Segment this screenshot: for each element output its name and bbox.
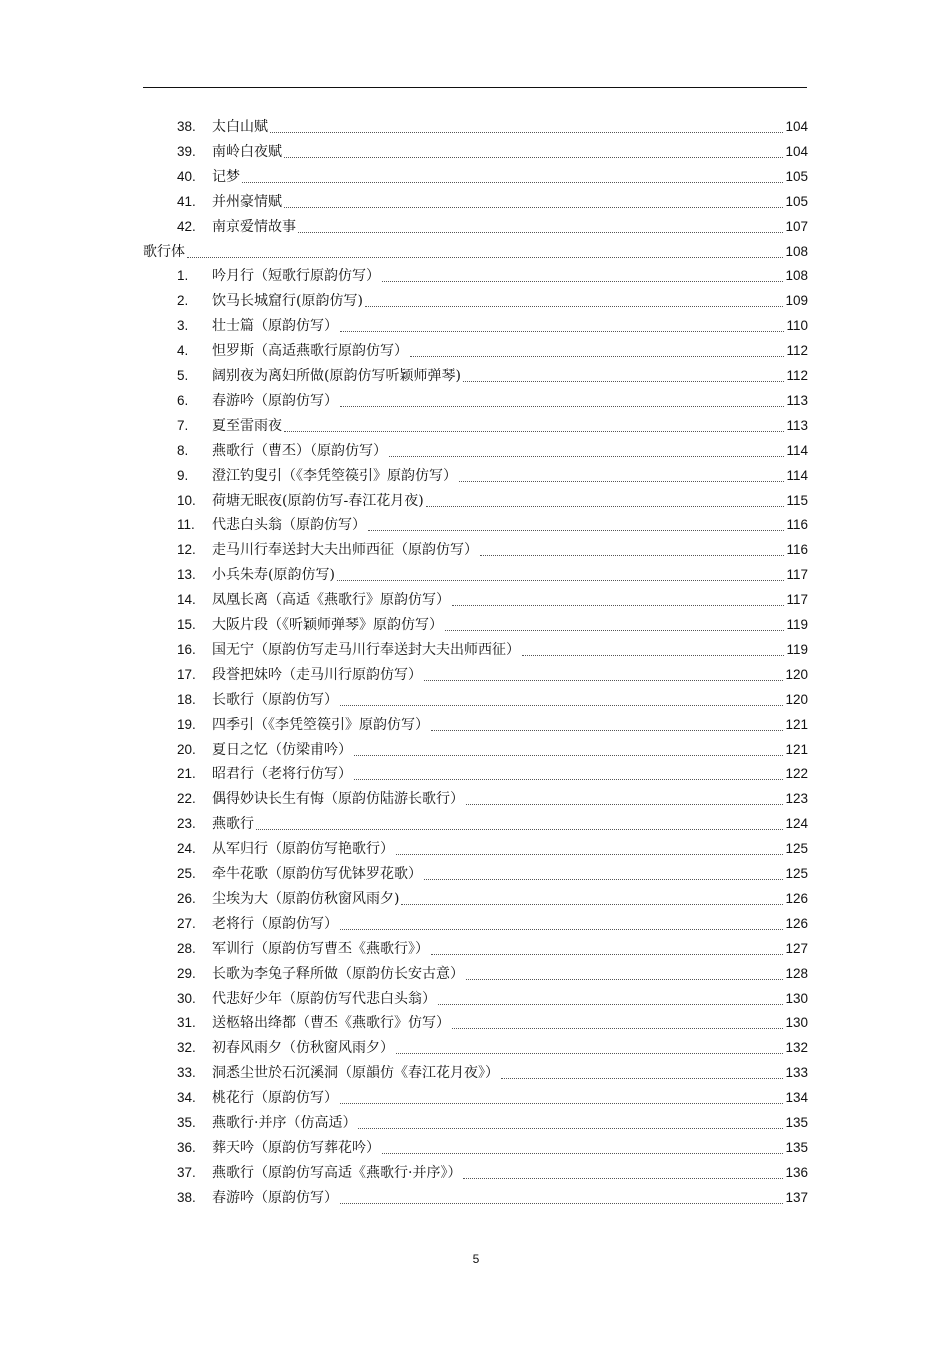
toc-entry[interactable] [177, 116, 808, 138]
toc-leader-dots [522, 655, 784, 656]
toc-entry-title: 燕歌行·并序（仿高适） [212, 1115, 357, 1131]
toc-entry[interactable] [177, 589, 808, 611]
toc-entry[interactable] [177, 788, 808, 810]
toc-entry[interactable] [177, 664, 808, 686]
toc-entry-number: 25. [177, 866, 196, 881]
toc-entry-number: 42. [177, 218, 196, 234]
toc-entry[interactable] [177, 1112, 808, 1134]
toc-entry-page: 126 [785, 890, 808, 906]
toc-entry-page: 119 [786, 641, 808, 657]
toc-entry-title: 吟月行（短歌行原韵仿写） [212, 268, 380, 285]
toc-entry[interactable] [177, 564, 808, 586]
toc-entry-number: 38. [177, 1189, 196, 1205]
toc-entry-title: 怛罗斯（高适燕歌行原韵仿写） [212, 343, 408, 360]
toc-entry[interactable] [177, 639, 808, 661]
toc-entry-page: 121 [785, 716, 808, 732]
toc-entry-number: 37. [177, 1164, 196, 1180]
toc-entry-title: 春游吟（原韵仿写） [212, 1189, 338, 1206]
toc-leader-dots [466, 979, 783, 980]
toc-entry-number: 24. [177, 841, 196, 857]
toc-leader-dots [431, 954, 783, 955]
toc-leader-dots [340, 1103, 783, 1104]
toc-entry-number: 39. [177, 143, 196, 159]
toc-entry[interactable] [177, 216, 808, 238]
toc-entry-title: 从军归行（原韵仿写艳歌行） [212, 841, 394, 858]
toc-entry[interactable] [177, 838, 808, 860]
toc-entry[interactable] [177, 714, 808, 736]
toc-entry-title: 阔别夜为离妇所做(原韵仿写听颖师弹琴) [212, 368, 461, 384]
toc-entry-page: 116 [786, 517, 808, 533]
toc-leader-dots [187, 257, 783, 258]
toc-entry-title: 长歌为李兔子释所做（原韵仿长安古意） [212, 965, 464, 982]
toc-entry-title: 春游吟（原韵仿写） [212, 392, 338, 409]
toc-entry-page: 107 [785, 218, 808, 234]
toc-leader-dots [438, 1004, 783, 1005]
toc-entry-title: 饮马长城窟行(原韵仿写) [212, 293, 363, 310]
toc-entry-page: 108 [785, 243, 808, 259]
header-rule [143, 87, 807, 88]
toc-leader-dots [365, 306, 783, 307]
toc-leader-dots [358, 1128, 783, 1129]
toc-entry-number: 33. [177, 1065, 196, 1081]
toc-entry-title: 记梦 [212, 168, 240, 185]
toc-entry[interactable] [177, 1087, 808, 1109]
toc-entry-number: 16. [177, 641, 196, 657]
toc-entry[interactable] [177, 813, 808, 835]
toc-entry-number: 2. [177, 293, 189, 309]
toc-entry[interactable] [177, 315, 808, 337]
toc-entry[interactable] [177, 440, 808, 462]
toc-entry-title: 牵牛花歌（原韵仿写优钵罗花歌） [212, 866, 422, 882]
toc-entry-number: 5. [177, 368, 189, 383]
toc-entry[interactable] [177, 1137, 808, 1159]
toc-entry-page: 130 [785, 990, 808, 1006]
toc-entry-title: 夏至雷雨夜 [212, 417, 282, 434]
toc-entry-number: 10. [177, 492, 196, 508]
toc-entry-page: 134 [785, 1090, 808, 1106]
toc-leader-dots [463, 381, 784, 382]
toc-leader-dots [401, 904, 783, 905]
toc-entry-title: 歌行体 [143, 243, 185, 260]
toc-leader-dots [256, 829, 783, 830]
toc-entry-number: 3. [177, 318, 189, 334]
toc-entry-page: 128 [785, 965, 808, 981]
toc-leader-dots [480, 555, 784, 556]
toc-entry-title: 送柩辂出绛都（曹丕《燕歌行》仿写） [212, 1015, 450, 1032]
toc-entry[interactable] [177, 166, 808, 188]
toc-entry-page: 110 [786, 318, 808, 334]
toc-entry-page: 112 [786, 368, 808, 383]
toc-entry[interactable] [177, 938, 808, 960]
toc-entry-title: 大阪片段（《听颖师弹琴》原韵仿写） [212, 617, 443, 633]
toc-entry[interactable] [177, 514, 808, 536]
toc-entry-page: 132 [785, 1040, 808, 1056]
toc-entry[interactable] [177, 465, 808, 487]
toc-entry-number: 34. [177, 1090, 196, 1106]
toc-entry-page: 121 [785, 741, 808, 757]
toc-leader-dots [426, 506, 784, 507]
toc-entry[interactable] [177, 863, 808, 885]
toc-entry-number: 22. [177, 791, 196, 807]
toc-entry-page: 122 [785, 766, 808, 782]
toc-entry[interactable] [177, 390, 808, 412]
toc-entry-number: 6. [177, 392, 189, 408]
toc-entry-title: 南京爱情故事 [212, 218, 296, 235]
toc-leader-dots [340, 1203, 783, 1204]
toc-entry-title: 燕歌行 [212, 816, 254, 833]
toc-entry-page: 104 [785, 143, 808, 159]
toc-leader-dots [466, 804, 783, 805]
toc-entry-page: 116 [786, 542, 808, 558]
toc-leader-dots [424, 680, 783, 681]
toc-leader-dots [452, 605, 784, 606]
toc-entry-title: 代悲好少年（原韵仿写代悲白头翁） [212, 990, 436, 1007]
toc-entry-page: 123 [785, 791, 808, 807]
toc-leader-dots [270, 132, 783, 133]
toc-entry-page: 137 [785, 1189, 808, 1205]
toc-entry-number: 11. [177, 517, 195, 533]
toc-leader-dots [410, 356, 784, 357]
toc-leader-dots [382, 281, 783, 282]
toc-entry-number: 35. [177, 1115, 196, 1130]
toc-entry-number: 30. [177, 990, 196, 1006]
toc-entry-number: 27. [177, 915, 196, 931]
toc-entry-title: 燕歌行（曹丕）（原韵仿写） [212, 442, 387, 459]
toc-entry-page: 114 [786, 467, 808, 483]
toc-entry-page: 105 [785, 168, 808, 184]
toc-entry-page: 114 [786, 442, 808, 458]
toc-entry-number: 13. [177, 567, 196, 583]
toc-entry-page: 104 [785, 119, 808, 134]
toc-entry-title: 葬天吟（原韵仿写葬花吟） [212, 1139, 380, 1156]
toc-leader-dots [284, 431, 784, 432]
toc-entry[interactable] [177, 1187, 808, 1209]
toc-entry-page: 112 [786, 343, 808, 359]
toc-leader-dots [284, 207, 783, 208]
page-number: 5 [472, 1252, 480, 1266]
toc-entry-title: 南岭白夜赋 [212, 143, 282, 160]
toc-entry[interactable] [177, 539, 808, 561]
toc-leader-dots [452, 1028, 783, 1029]
toc-entry-number: 9. [177, 467, 189, 483]
toc-entry-page: 120 [785, 666, 808, 682]
toc-entry-title: 代悲白头翁（原韵仿写） [212, 517, 366, 534]
toc-entry[interactable] [177, 1062, 808, 1084]
toc-entry[interactable] [177, 763, 808, 785]
toc-entry-number: 40. [177, 168, 196, 184]
toc-entry-title: 尘埃为大（原韵仿秋窗风雨夕) [212, 890, 400, 907]
toc-entry-title: 偶得妙诀长生有悔（原韵仿陆游长歌行） [212, 791, 464, 808]
toc-entry-number: 8. [177, 442, 189, 458]
toc-entry-page: 135 [785, 1115, 808, 1130]
toc-entry-title: 太白山赋 [212, 119, 268, 135]
toc-entry-title: 走马川行奉送封大夫出师西征（原韵仿写） [212, 542, 478, 559]
toc-entry-number: 15. [177, 617, 196, 632]
toc-entry-page: 105 [785, 193, 808, 209]
toc-entry-page: 113 [786, 392, 808, 408]
toc-entry-title: 昭君行（老将行仿写） [212, 766, 352, 783]
toc-entry[interactable] [177, 490, 808, 512]
toc-entry-page: 119 [786, 617, 808, 632]
toc-entry-title: 军训行（原韵仿写曹丕《燕歌行》） [212, 940, 429, 957]
toc-leader-dots [298, 232, 783, 233]
toc-entry-number: 1. [177, 268, 189, 284]
toc-entry-number: 28. [177, 940, 196, 956]
toc-leader-dots [431, 730, 783, 731]
toc-leader-dots [340, 705, 783, 706]
toc-leader-dots [340, 406, 784, 407]
toc-leader-dots [340, 331, 784, 332]
toc-entry[interactable] [177, 739, 808, 761]
toc-entry-page: 127 [785, 940, 808, 956]
toc-entry-title: 澄江钓叟引（《李凭箜篌引》原韵仿写） [212, 467, 457, 484]
toc-entry-title: 国无宁（原韵仿写走马川行奉送封大夫出师西征） [212, 641, 520, 658]
toc-leader-dots [463, 1178, 783, 1179]
toc-entry-page: 126 [785, 915, 808, 931]
toc-entry-page: 117 [786, 592, 808, 608]
toc-entry-title: 并州豪情赋 [212, 193, 282, 210]
toc-entry-title: 初春风雨夕（仿秋窗风雨夕） [212, 1040, 394, 1057]
toc-entry-page: 135 [785, 1139, 808, 1155]
toc-leader-dots [284, 157, 783, 158]
toc-entry-number: 18. [177, 691, 196, 707]
toc-leader-dots [389, 456, 784, 457]
toc-entry-number: 17. [177, 666, 196, 682]
toc-entry[interactable] [177, 888, 808, 910]
toc-entry[interactable] [177, 1037, 808, 1059]
toc-entry[interactable] [177, 265, 808, 287]
toc-entry-number: 21. [177, 766, 196, 782]
toc-entry[interactable] [177, 191, 808, 213]
toc-entry-title: 荷塘无眠夜(原韵仿写-春江花月夜) [212, 492, 424, 509]
toc-entry-title: 壮士篇（原韵仿写） [212, 318, 338, 335]
toc-leader-dots [501, 1078, 783, 1079]
toc-leader-dots [368, 530, 784, 531]
toc-entry-page: 120 [785, 691, 808, 707]
toc-entry[interactable] [177, 340, 808, 362]
toc-entry-title: 小兵朱寿(原韵仿写) [212, 567, 335, 584]
toc-entry-number: 14. [177, 592, 196, 608]
toc-entry-page: 125 [785, 841, 808, 857]
toc-entry[interactable] [177, 988, 808, 1010]
toc-entry-page: 133 [785, 1065, 808, 1081]
toc-entry-title: 段誉把妹吟（走马川行原韵仿写） [212, 666, 422, 683]
toc-entry-number: 36. [177, 1139, 196, 1155]
toc-leader-dots [459, 481, 784, 482]
toc-entry-number: 12. [177, 542, 196, 558]
toc-entry-number: 26. [177, 890, 196, 906]
toc-entry-page: 109 [785, 293, 808, 309]
toc-entry-number: 19. [177, 716, 196, 732]
toc-leader-dots [424, 879, 783, 880]
toc-entry[interactable] [177, 141, 808, 163]
toc-entry-title: 夏日之忆（仿梁甫吟） [212, 741, 352, 758]
toc-entry-number: 41. [177, 193, 196, 209]
toc-entry[interactable] [177, 689, 808, 711]
toc-entry-page: 125 [785, 866, 808, 881]
toc-entry-title: 桃花行（原韵仿写） [212, 1090, 338, 1107]
toc-entry-page: 124 [785, 816, 808, 832]
toc-leader-dots [340, 929, 783, 930]
toc-leader-dots [382, 1153, 783, 1154]
toc-entry[interactable] [177, 614, 808, 636]
toc-entry[interactable] [177, 290, 808, 312]
toc-leader-dots [396, 854, 783, 855]
toc-leader-dots [354, 779, 783, 780]
toc-entry-title: 燕歌行（原韵仿写高适《燕歌行·并序》） [212, 1164, 462, 1181]
toc-entry-title: 老将行（原韵仿写） [212, 915, 338, 932]
toc-entry-number: 29. [177, 965, 196, 981]
toc-entry-page: 113 [786, 417, 808, 433]
toc-leader-dots [445, 630, 784, 631]
toc-entry[interactable] [177, 913, 808, 935]
toc-entry-number: 31. [177, 1015, 196, 1031]
toc-entry-number: 32. [177, 1040, 196, 1056]
toc-leader-dots [396, 1053, 783, 1054]
toc-entry-number: 4. [177, 343, 189, 359]
toc-entry-page: 115 [786, 492, 808, 508]
toc-entry-title: 洞悉尘世於石沉溪洞（原韻仿《春江花月夜》） [212, 1065, 499, 1082]
toc-entry[interactable] [177, 1162, 808, 1184]
toc-entry-number: 20. [177, 741, 196, 757]
toc-entry-page: 136 [785, 1164, 808, 1180]
toc-section-heading[interactable] [143, 241, 808, 263]
toc-entry-number: 23. [177, 816, 196, 832]
toc-entry-page: 108 [785, 268, 808, 284]
toc-entry-title: 凤凰长离（高适《燕歌行》原韵仿写） [212, 592, 450, 609]
toc-entry[interactable] [177, 365, 808, 387]
toc-entry-page: 130 [785, 1015, 808, 1031]
toc-leader-dots [354, 755, 783, 756]
toc-entry[interactable] [177, 963, 808, 985]
toc-entry-title: 长歌行（原韵仿写） [212, 691, 338, 708]
toc-leader-dots [242, 182, 783, 183]
toc-entry-page: 117 [786, 567, 808, 583]
toc-entry-number: 38. [177, 119, 196, 134]
toc-entry[interactable] [177, 415, 808, 437]
toc-entry-number: 7. [177, 417, 189, 433]
toc-leader-dots [337, 580, 784, 581]
toc-entry[interactable] [177, 1012, 808, 1034]
toc-entry-title: 四季引（《李凭箜篌引》原韵仿写） [212, 716, 429, 733]
